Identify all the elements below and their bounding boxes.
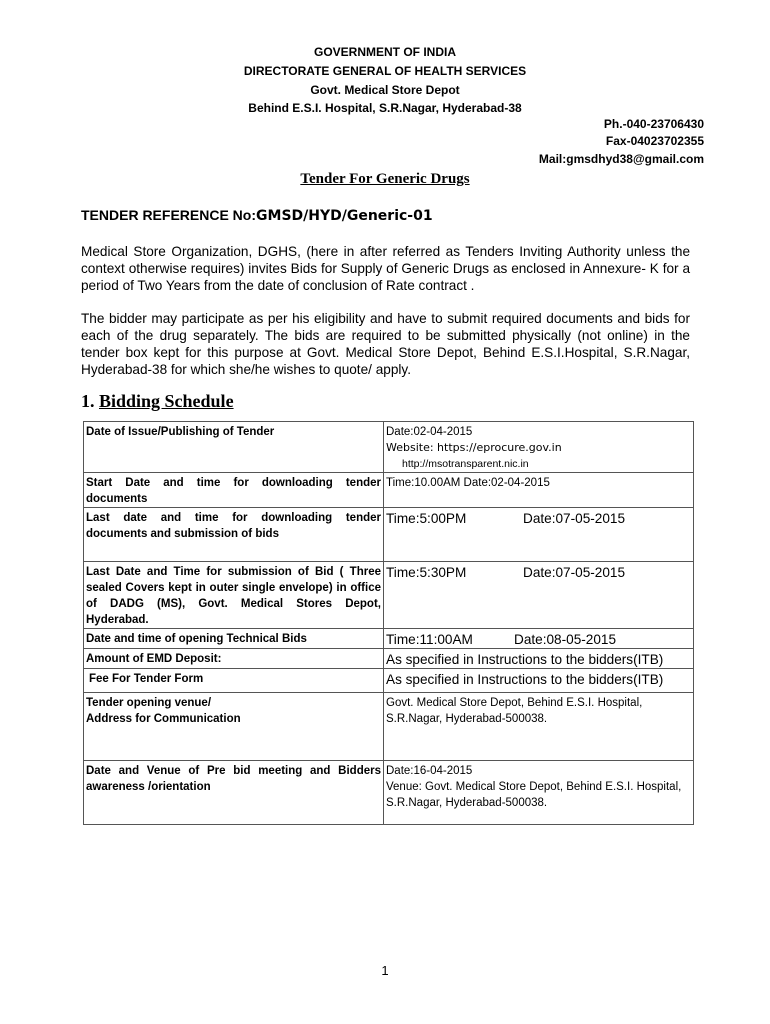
- header-line-directorate: DIRECTORATE GENERAL OF HEALTH SERVICES: [243, 64, 527, 78]
- table-row: [84, 562, 694, 629]
- last-submit-date: Date:07-05-2015: [523, 565, 626, 580]
- prebid-venue-2: S.R.Nagar, Hyderabad-500038.: [386, 797, 548, 809]
- intro-paragraph: Medical Store Organization, DGHS, (here in after referred as Tenders Inviting Authority unless the context otherwise requires) invites Bids for Supply of Generic Drugs as enclosed in Annexure- K for a period of Two Years from the date of conclusion of Rate contract .: [81, 244, 690, 293]
- opening-date: Date:08-05-2015: [514, 632, 617, 647]
- header-phone: Ph.-040-23706430: [603, 117, 704, 131]
- header-line-depot: Govt. Medical Store Depot: [310, 83, 460, 97]
- issue-date: Date:02-04-2015: [386, 426, 473, 438]
- venue-label-cell: [84, 693, 384, 761]
- document-title: Tender For Generic Drugs: [300, 171, 470, 187]
- last-submit-time: Time:5:30PM: [386, 565, 467, 580]
- table-row: [84, 629, 694, 649]
- venue-value-cell: [384, 693, 694, 761]
- start-value-cell: Time:10.00AM Date:02-04-2015: [384, 473, 694, 508]
- opening-time: Time:11:00AM: [386, 632, 473, 647]
- table-row: [84, 508, 694, 562]
- table-row: [84, 473, 694, 508]
- header-line-address: Behind E.S.I. Hospital, S.R.Nagar, Hyderabad-38: [248, 101, 522, 115]
- venue-value-2: S.R.Nagar, Hyderabad-500038.: [386, 713, 548, 725]
- bidder-paragraph: The bidder may participate as per his eligibility and have to submit required documents and bids for each of the drug separately. The bids are required to be submitted physically (not online) in the tender box kept for this purpose at Govt. Medical Store Depot, Behind E.S.I.Hospital, S.R.Nagar, Hyderabad-38 for which she/he wishes to quote/ apply.: [81, 311, 690, 377]
- last-download-label-cell: Last date and time for downloading tender documents and submission of bids: [84, 508, 384, 562]
- issue-value-cell: [384, 422, 694, 473]
- prebid-venue-1: Venue: Govt. Medical Store Depot, Behind E.S.I. Hospital,: [386, 781, 682, 793]
- fee-value-cell: As specified in Instructions to the bidders(ITB): [384, 669, 694, 693]
- emd-label-cell: Amount of EMD Deposit:: [84, 649, 384, 669]
- section-title: Bidding Schedule: [99, 391, 234, 411]
- tender-reference-label: TENDER REFERENCE No:: [81, 207, 257, 223]
- venue-label-1: Tender opening venue/: [86, 697, 212, 709]
- venue-value-1: Govt. Medical Store Depot, Behind E.S.I. Hospital,: [386, 697, 643, 709]
- section-heading: [81, 391, 234, 412]
- tender-reference-code: GMSD/HYD/Generic-01: [256, 208, 433, 224]
- page-number: 1: [381, 963, 389, 978]
- opening-label-cell: Date and time of opening Technical Bids: [84, 629, 384, 649]
- issue-website-2: http://msotransparent.nic.in: [402, 458, 529, 470]
- table-row: [84, 761, 694, 825]
- tender-reference: [81, 207, 433, 224]
- emd-value-cell: As specified in Instructions to the bidders(ITB): [384, 649, 694, 669]
- last-download-time: Time:5:00PM: [386, 511, 467, 526]
- table-row: [84, 649, 694, 669]
- last-submit-label-cell: Last Date and Time for submission of Bid ( Three sealed Covers kept in outer single envelope) in office of DADG (MS), Govt. Medical Stores Depot, Hyderabad.: [84, 562, 384, 629]
- start-label-cell: Start Date and time for downloading tender documents: [84, 473, 384, 508]
- prebid-date: Date:16-04-2015: [386, 765, 473, 777]
- last-download-date: Date:07-05-2015: [523, 511, 626, 526]
- table-row: [84, 422, 694, 473]
- table-row: [84, 693, 694, 761]
- last-download-value-cell: [384, 508, 694, 562]
- venue-label-2: Address for Communication: [86, 713, 241, 725]
- header-line-government: GOVERNMENT OF INDIA: [313, 45, 456, 59]
- table-row: [84, 669, 694, 693]
- header-fax: Fax-04023702355: [605, 134, 704, 148]
- fee-label-cell: Fee For Tender Form: [84, 669, 384, 693]
- section-number: 1.: [81, 391, 95, 411]
- issue-website: Website: https://eprocure.gov.in: [386, 441, 562, 454]
- last-submit-value-cell: [384, 562, 694, 629]
- issue-label-cell: Date of Issue/Publishing of Tender: [84, 422, 384, 473]
- bidding-schedule-table: [83, 421, 694, 825]
- header-mail: Mail:gmsdhyd38@gmail.com: [538, 152, 704, 166]
- prebid-value-cell: [384, 761, 694, 825]
- opening-value-cell: [384, 629, 694, 649]
- prebid-label-cell: Date and Venue of Pre bid meeting and Bidders awareness /orientation: [84, 761, 384, 825]
